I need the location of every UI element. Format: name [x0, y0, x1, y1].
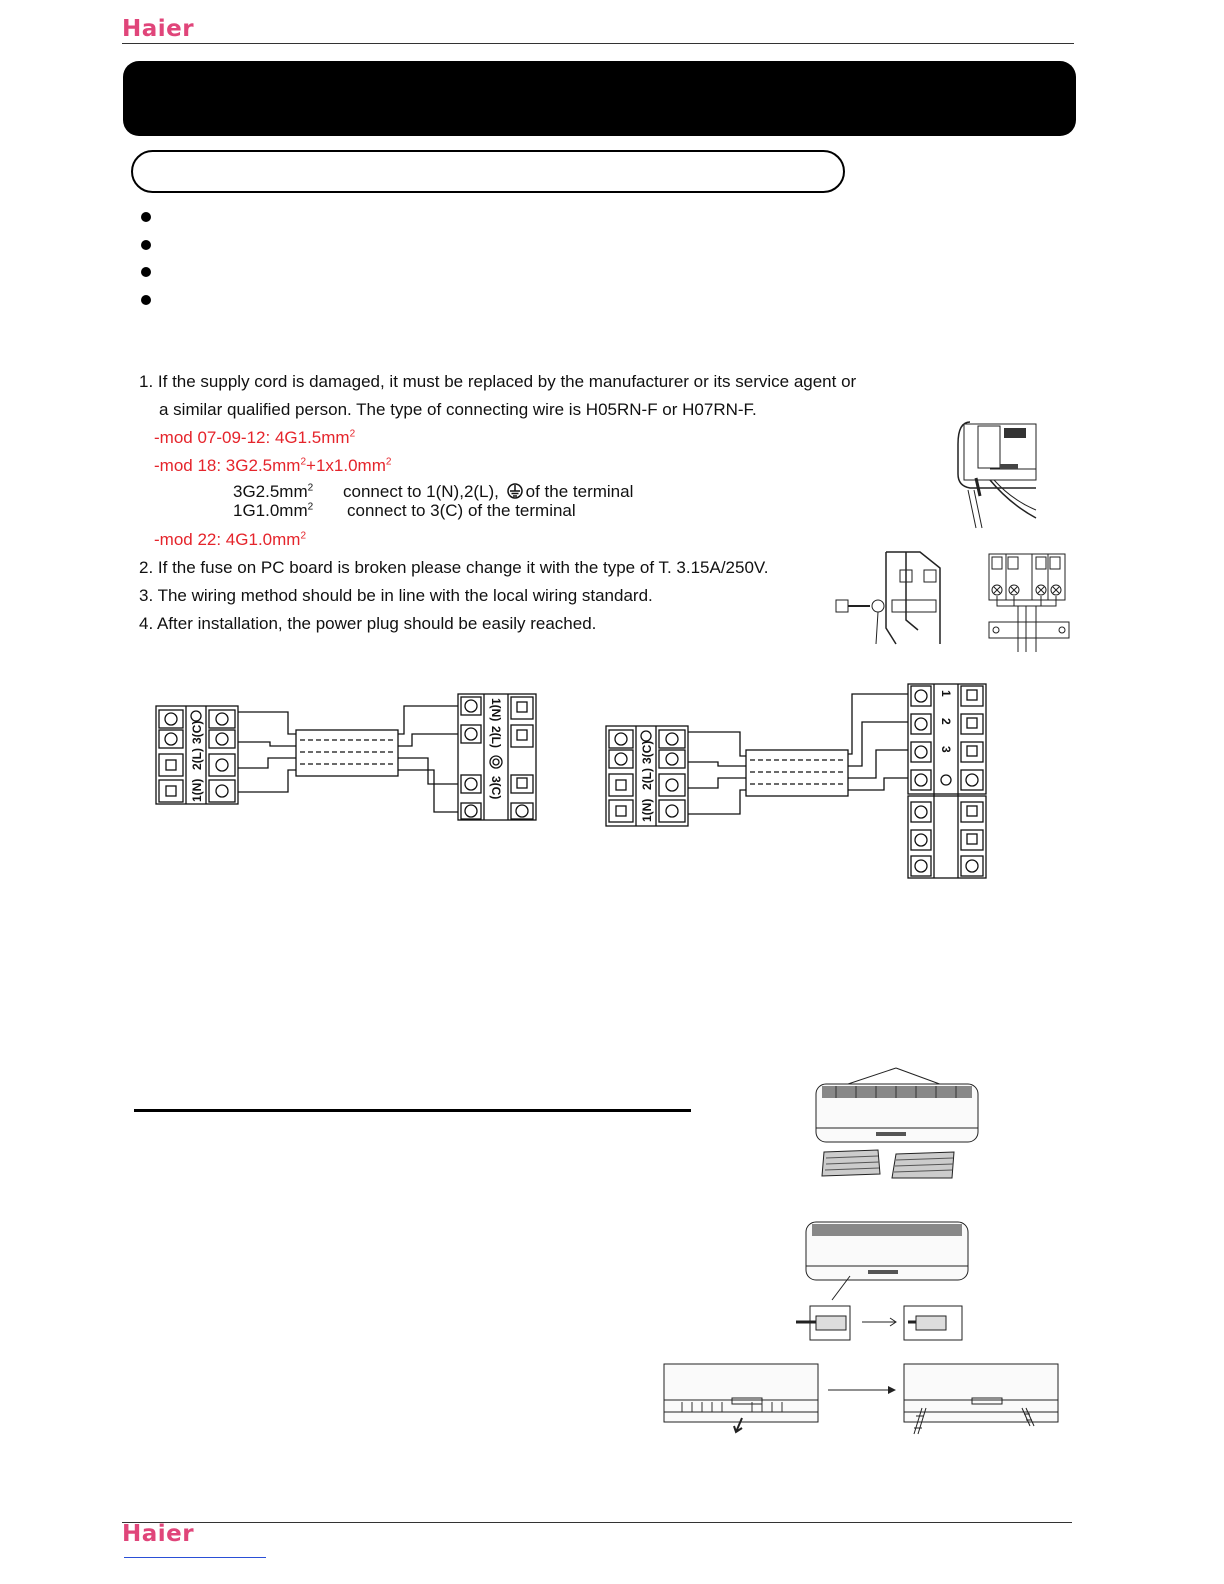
left2-terminal-label-1: 1(N) [640, 798, 654, 822]
terminal-block-illustration [986, 552, 1072, 656]
bullet-dot [141, 295, 151, 305]
mod-18-tail: +1x1.0mm [306, 456, 386, 475]
wire-3g-desc-a: connect to 1(N),2(L), [343, 482, 499, 501]
mod-07-09-12-spec [154, 428, 355, 448]
left-terminal-label-3: 3(C) [190, 720, 204, 744]
wire-1g-size-sup: 2 [307, 501, 314, 513]
bullet-dot [141, 240, 151, 250]
wire-1g-desc: connect to 3(C) of the terminal [347, 501, 576, 520]
section-divider [134, 1109, 691, 1112]
mod-22-sup: 2 [300, 530, 307, 542]
mod-18-sup: 2 [300, 456, 307, 468]
mod-22-spec [154, 530, 306, 550]
right-terminal-label-3: 3 [939, 746, 953, 753]
wire-3g-size [233, 482, 313, 502]
mod-07-09-12-text: -mod 07-09-12: 4G1.5mm [154, 428, 350, 447]
mid-terminal-label-1: 1(N) [489, 698, 503, 722]
indoor-unit-cable-illustration [950, 414, 1040, 534]
wire-3g-size-text: 3G2.5mm [233, 482, 308, 501]
left-terminal-label-2: 2(L) [190, 748, 204, 770]
wire-3g-desc [343, 482, 633, 502]
note-1-line-1: 1. If the supply cord is damaged, it must be replaced by the manufacturer or its service agent or [139, 372, 857, 391]
footer-rule [122, 1522, 1072, 1523]
ac-unit-latch-illustration [792, 1216, 972, 1346]
bullet-dot [141, 267, 151, 277]
ac-unit-filters-illustration [806, 1060, 986, 1184]
panel-arrow-icon [826, 1384, 900, 1396]
wire-3g-size-sup: 2 [307, 482, 314, 494]
left-terminal-label-1: 1(N) [190, 778, 204, 802]
front-panel-after-illustration [902, 1362, 1062, 1442]
note-3: 3. The wiring method should be in line with the local wiring standard. [139, 586, 653, 605]
wire-3g-desc-b: of the terminal [525, 482, 634, 501]
bullet-dot [141, 212, 151, 222]
note-2: 2. If the fuse on PC board is broken please change it with the type of T. 3.15A/250V. [139, 558, 769, 577]
note-4: 4. After installation, the power plug should be easily reached. [139, 614, 597, 633]
right-terminal-label-1: 1 [939, 690, 953, 697]
wiring-diagram-2 [600, 680, 992, 880]
header-logo: Haier [122, 16, 195, 42]
front-panel-before-illustration [662, 1362, 822, 1438]
mod-07-09-12-sup: 2 [349, 428, 356, 440]
wire-1g-size [233, 501, 313, 521]
mod-18-text: -mod 18: 3G2.5mm [154, 456, 301, 475]
screw-terminal-illustration [830, 548, 942, 652]
header-rule [122, 43, 1074, 44]
mid-terminal-label-2: 2(L) [489, 726, 503, 748]
footer-link-underline [124, 1557, 266, 1558]
mod-22-text: -mod 22: 4G1.0mm [154, 530, 301, 549]
section-banner [123, 61, 1076, 136]
wiring-diagram-1 [150, 688, 550, 828]
mid-terminal-label-3: 3(C) [489, 776, 503, 800]
left2-terminal-label-2: 2(L) [640, 768, 654, 790]
mod-18-tail-sup: 2 [385, 456, 392, 468]
mod-18-spec [154, 456, 391, 476]
footer-logo: Haier [122, 1521, 195, 1547]
section-subheading-box [131, 150, 845, 193]
ground-symbol-icon [507, 483, 523, 499]
wire-1g-size-text: 1G1.0mm [233, 501, 308, 520]
right-terminal-label-2: 2 [939, 718, 953, 725]
left2-terminal-label-3: 3(C) [640, 740, 654, 764]
note-1-line-2: a similar qualified person. The type of connecting wire is H05RN-F or H07RN-F. [159, 400, 757, 419]
